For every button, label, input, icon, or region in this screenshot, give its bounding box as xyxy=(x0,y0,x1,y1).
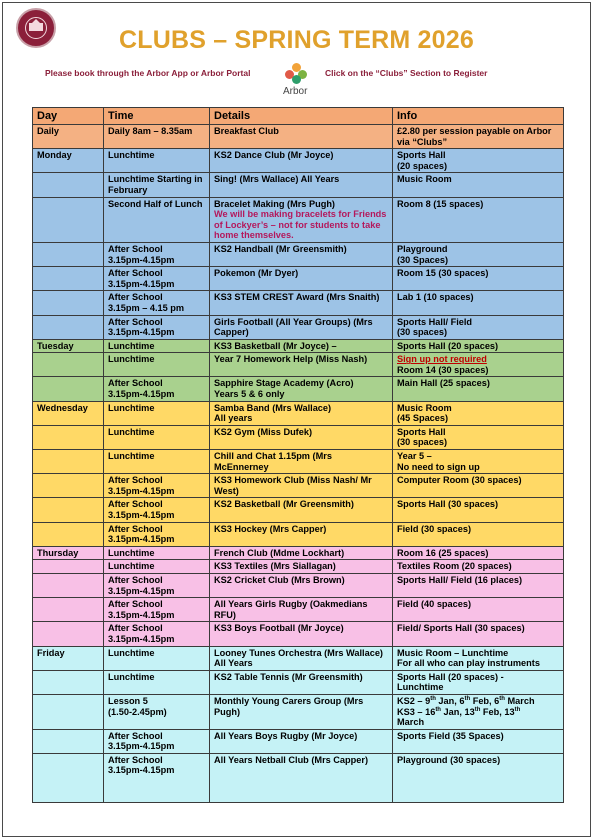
cell-day xyxy=(33,622,104,646)
cell-day xyxy=(33,598,104,622)
cell-details: KS3 Textiles (Mrs Siallagan) xyxy=(210,560,393,574)
cell-time: Lunchtime xyxy=(104,401,210,425)
cell-details: Breakfast Club xyxy=(210,125,393,149)
cell-day xyxy=(33,694,104,729)
cell-details: KS3 Boys Football (Mr Joyce) xyxy=(210,622,393,646)
details-note: We will be making bracelets for Friends of Lockyer’s – not for students to take home themselves. xyxy=(214,209,387,241)
cell-day xyxy=(33,729,104,753)
table-row xyxy=(33,450,564,474)
table-row xyxy=(33,474,564,498)
cell-details: KS3 Hockey (Mrs Capper) xyxy=(210,522,393,546)
cell-details: Chill and Chat 1.15pm (Mrs McEnnerney xyxy=(210,450,393,474)
header-details: Details xyxy=(210,108,393,125)
table-row xyxy=(33,729,564,753)
arbor-label: Arbor xyxy=(283,86,308,97)
carers-dates-ks2: KS2 – 9th Jan, 6th Feb, 6th March xyxy=(397,695,535,706)
cell-time: After School 3.15pm-4.15pm xyxy=(104,522,210,546)
table-row xyxy=(33,267,564,291)
table-row xyxy=(33,560,564,574)
cell-time: After School 3.15pm-4.15pm xyxy=(104,753,210,802)
cell-day xyxy=(33,197,104,242)
cell-details: KS2 Table Tennis (Mr Greensmith) xyxy=(210,670,393,694)
table-body xyxy=(33,125,564,803)
cell-info: Main Hall (25 spaces) xyxy=(393,377,564,401)
cell-time: Lunchtime xyxy=(104,450,210,474)
cell-time: Lunchtime xyxy=(104,425,210,449)
table-row xyxy=(33,315,564,339)
table-row xyxy=(33,377,564,401)
cell-time: Second Half of Lunch xyxy=(104,197,210,242)
cell-time: Lunchtime xyxy=(104,353,210,377)
cell-day xyxy=(33,377,104,401)
cell-details: Looney Tunes Orchestra (Mrs Wallace) All Years xyxy=(210,646,393,670)
cell-info: Playground (30 Spaces) xyxy=(393,242,564,266)
cell-time: Lunchtime xyxy=(104,670,210,694)
carers-dates-ks3: KS3 – 16th Jan, 13th Feb, 13th March xyxy=(397,706,521,728)
table-row xyxy=(33,694,564,729)
cell-day: Friday xyxy=(33,646,104,670)
cell-time: After School 3.15pm-4.15pm xyxy=(104,598,210,622)
cell-time: After School 3.15pm-4.15pm xyxy=(104,267,210,291)
cell-time: After School 3.15pm-4.15pm xyxy=(104,622,210,646)
cell-day xyxy=(33,522,104,546)
cell-details: Sing! (Mrs Wallace) All Years xyxy=(210,173,393,197)
cell-info: Lab 1 (10 spaces) xyxy=(393,291,564,315)
table-row xyxy=(33,753,564,802)
cell-time: Lunchtime Starting in February xyxy=(104,173,210,197)
cell-info: Sports Hall/ Field (16 places) xyxy=(393,573,564,597)
cell-details: KS3 Basketball (Mr Joyce) – xyxy=(210,339,393,353)
cell-time: Lunchtime xyxy=(104,149,210,173)
cell-info: Sports Hall (30 spaces) xyxy=(393,425,564,449)
cell-time: After School 3.15pm-4.15pm xyxy=(104,729,210,753)
booking-note: Please book through the Arbor App or Arbor Portal xyxy=(45,68,251,78)
cell-info: Sports Hall/ Field (30 spaces) xyxy=(393,315,564,339)
cell-info: Sports Hall (20 spaces) xyxy=(393,149,564,173)
cell-time: After School 3.15pm-4.15pm xyxy=(104,474,210,498)
cell-details: Year 7 Homework Help (Miss Nash) xyxy=(210,353,393,377)
page-title: CLUBS – SPRING TERM 2026 xyxy=(119,26,474,54)
cell-time: Lunchtime xyxy=(104,339,210,353)
cell-info: Field (30 spaces) xyxy=(393,522,564,546)
cell-info xyxy=(393,353,564,377)
table-row xyxy=(33,622,564,646)
cell-time: Daily 8am – 8.35am xyxy=(104,125,210,149)
header-day: Day xyxy=(33,108,104,125)
register-note: Click on the “Clubs” Section to Register xyxy=(325,68,488,78)
table-row xyxy=(33,546,564,560)
cell-day: Wednesday xyxy=(33,401,104,425)
table-row xyxy=(33,425,564,449)
table-row xyxy=(33,401,564,425)
cell-info: Music Room (45 Spaces) xyxy=(393,401,564,425)
cell-details: KS2 Basketball (Mr Greensmith) xyxy=(210,498,393,522)
cell-details: Samba Band (Mrs Wallace) All years xyxy=(210,401,393,425)
cell-info: Textiles Room (20 spaces) xyxy=(393,560,564,574)
cell-day: Tuesday xyxy=(33,339,104,353)
cell-info: Music Room – Lunchtime For all who can play instruments xyxy=(393,646,564,670)
cell-info: Music Room xyxy=(393,173,564,197)
cell-info: Sports Hall (30 spaces) xyxy=(393,498,564,522)
cell-day xyxy=(33,474,104,498)
header-time: Time xyxy=(104,108,210,125)
cell-day xyxy=(33,315,104,339)
cell-details: All Years Girls Rugby (Oakmedians RFU) xyxy=(210,598,393,622)
cell-info: Room 16 (25 spaces) xyxy=(393,546,564,560)
cell-info: Playground (30 spaces) xyxy=(393,753,564,802)
header-info: Info xyxy=(393,108,564,125)
cell-time: Lunchtime xyxy=(104,646,210,670)
cell-day xyxy=(33,560,104,574)
cell-details: KS2 Handball (Mr Greensmith) xyxy=(210,242,393,266)
table-row xyxy=(33,173,564,197)
table-row xyxy=(33,149,564,173)
cell-day xyxy=(33,291,104,315)
cell-day xyxy=(33,753,104,802)
cell-day: Daily xyxy=(33,125,104,149)
cell-day xyxy=(33,173,104,197)
cell-details: Girls Football (All Year Groups) (Mrs Capper) xyxy=(210,315,393,339)
cell-info: £2.80 per session payable on Arbor via “Clubs” xyxy=(393,125,564,149)
cell-details: KS2 Cricket Club (Mrs Brown) xyxy=(210,573,393,597)
table-row xyxy=(33,291,564,315)
cell-day xyxy=(33,267,104,291)
cell-time: Lunchtime xyxy=(104,546,210,560)
cell-details: KS2 Gym (Miss Dufek) xyxy=(210,425,393,449)
arbor-leaf-icon xyxy=(285,63,307,85)
cell-details: KS3 STEM CREST Award (Mrs Snaith) xyxy=(210,291,393,315)
info-text: Room 14 (30 spaces) xyxy=(397,364,489,375)
cell-details: All Years Boys Rugby (Mr Joyce) xyxy=(210,729,393,753)
cell-day xyxy=(33,353,104,377)
cell-time: After School 3.15pm-4.15pm xyxy=(104,377,210,401)
cell-day xyxy=(33,498,104,522)
table-row xyxy=(33,522,564,546)
cell-details: French Club (Mdme Lockhart) xyxy=(210,546,393,560)
table-row xyxy=(33,197,564,242)
cell-info: Field (40 spaces) xyxy=(393,598,564,622)
table-row xyxy=(33,598,564,622)
cell-details xyxy=(210,197,393,242)
table-row xyxy=(33,353,564,377)
sign-up-alert: Sign up not required xyxy=(397,354,487,365)
cell-day xyxy=(33,573,104,597)
cell-details: Pokemon (Mr Dyer) xyxy=(210,267,393,291)
table-row xyxy=(33,573,564,597)
cell-info: Year 5 – No need to sign up xyxy=(393,450,564,474)
details-text: Bracelet Making (Mrs Pugh) xyxy=(214,198,335,209)
cell-time: After School 3.15pm-4.15pm xyxy=(104,315,210,339)
cell-info: Room 15 (30 spaces) xyxy=(393,267,564,291)
cell-details: KS3 Homework Club (Miss Nash/ Mr West) xyxy=(210,474,393,498)
cell-day xyxy=(33,450,104,474)
cell-time: After School 3.15pm – 4.15 pm xyxy=(104,291,210,315)
cell-time: After School 3.15pm-4.15pm xyxy=(104,573,210,597)
cell-details: Monthly Young Carers Group (Mrs Pugh) xyxy=(210,694,393,729)
cell-day xyxy=(33,242,104,266)
table-header-row xyxy=(33,108,564,125)
cell-time: Lunchtime xyxy=(104,560,210,574)
cell-day xyxy=(33,425,104,449)
cell-day: Monday xyxy=(33,149,104,173)
table-row xyxy=(33,670,564,694)
table-row xyxy=(33,339,564,353)
cell-time: After School 3.15pm-4.15pm xyxy=(104,242,210,266)
table-row xyxy=(33,498,564,522)
table-row xyxy=(33,125,564,149)
cell-details: Sapphire Stage Academy (Acro) Years 5 & 6 only xyxy=(210,377,393,401)
cell-info xyxy=(393,694,564,729)
cell-info: Room 8 (15 spaces) xyxy=(393,197,564,242)
cell-info: Sports Hall (20 spaces) - Lunchtime xyxy=(393,670,564,694)
cell-details: All Years Netball Club (Mrs Capper) xyxy=(210,753,393,802)
cell-details: KS2 Dance Club (Mr Joyce) xyxy=(210,149,393,173)
table-row xyxy=(33,646,564,670)
cell-day xyxy=(33,670,104,694)
clubs-table xyxy=(32,107,564,803)
cell-info: Field/ Sports Hall (30 spaces) xyxy=(393,622,564,646)
cell-time: Lesson 5 (1.50-2.45pm) xyxy=(104,694,210,729)
cell-info: Sports Field (35 Spaces) xyxy=(393,729,564,753)
cell-time: After School 3.15pm-4.15pm xyxy=(104,498,210,522)
table-row xyxy=(33,242,564,266)
cell-info: Computer Room (30 spaces) xyxy=(393,474,564,498)
cell-day: Thursday xyxy=(33,546,104,560)
cell-info: Sports Hall (20 spaces) xyxy=(393,339,564,353)
